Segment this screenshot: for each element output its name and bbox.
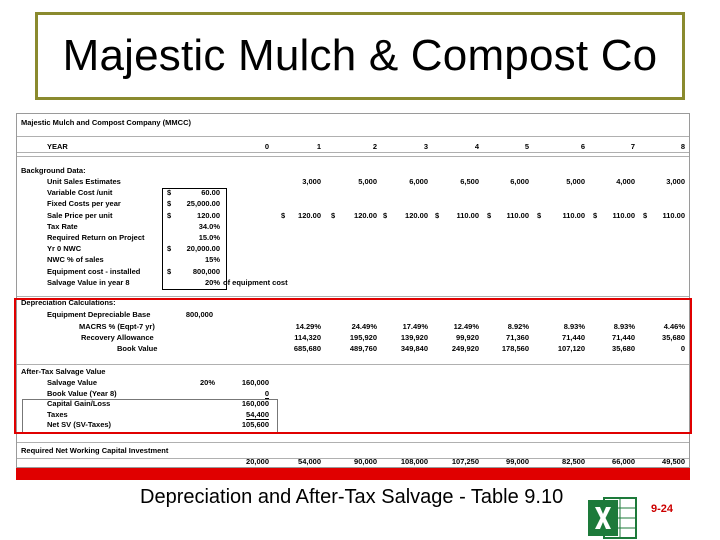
sheet-gridline xyxy=(17,296,689,297)
sale-price-dollar: $ xyxy=(331,210,336,220)
title-box xyxy=(35,12,685,100)
bg-row-label: Required Return on Project xyxy=(47,233,145,242)
bg-row-dollar: $ xyxy=(167,188,172,198)
dep-base-value: 800,000 xyxy=(185,310,213,319)
book-value: 0 xyxy=(680,344,685,353)
unit-sales-value: 6,000 xyxy=(409,177,428,186)
year-label: YEAR xyxy=(47,142,68,151)
year-header: 1 xyxy=(316,142,321,151)
sale-price-dollar: $ xyxy=(593,210,598,220)
recovery-value: 35,680 xyxy=(662,333,685,342)
bg-row-dollar: $ xyxy=(167,266,172,276)
nwc-value: 82,500 xyxy=(562,457,585,466)
recovery-value: 139,920 xyxy=(400,333,428,342)
ats-row-label: Salvage Value xyxy=(47,378,98,387)
recovery-value: 71,360 xyxy=(506,333,529,342)
macrs-value: 24.49% xyxy=(351,322,377,331)
unit-sales-value: 4,000 xyxy=(616,177,635,186)
bg-row-dollar: $ xyxy=(167,199,172,209)
nwc-value: 66,000 xyxy=(612,457,635,466)
sale-price-dollar: $ xyxy=(643,210,648,220)
recovery-value: 99,920 xyxy=(456,333,479,342)
ats-label: After-Tax Salvage Value xyxy=(21,367,106,376)
sheet-gridline xyxy=(17,152,689,153)
company-name: Majestic Mulch and Compost Company (MMCC) xyxy=(21,118,192,127)
bg-row-value: 120.00 xyxy=(197,210,220,220)
year-header: 5 xyxy=(524,142,529,151)
sale-price-value: 120.00 xyxy=(405,210,428,220)
book-value: 35,680 xyxy=(612,344,635,353)
ats-row-label: Taxes xyxy=(47,409,68,419)
bg-row-label: Fixed Costs per year xyxy=(47,199,121,209)
sheet-gridline xyxy=(17,156,689,157)
book-value: 349,840 xyxy=(400,344,428,353)
book-value: 249,920 xyxy=(451,344,479,353)
bg-row-value: 60.00 xyxy=(201,188,220,198)
ats-row-label: Book Value (Year 8) xyxy=(47,388,117,398)
bg-row-dollar: $ xyxy=(167,244,172,254)
year-header: 8 xyxy=(680,142,685,151)
ats-row-label: Net SV (SV-Taxes) xyxy=(47,420,112,429)
nwc-value: 54,000 xyxy=(298,457,321,466)
slide-title: Majestic Mulch & Compost Co xyxy=(62,31,658,80)
nwc-value: 90,000 xyxy=(354,457,377,466)
bg-row-value: 20% xyxy=(204,277,220,287)
bg-row-dollar: $ xyxy=(167,210,172,220)
bg-row-label: Yr 0 NWC xyxy=(47,244,82,254)
bg-row-label: Variable Cost /unit xyxy=(47,188,113,198)
bg-row-value: 20,000.00 xyxy=(186,244,220,254)
bg-label: Background Data: xyxy=(21,166,86,175)
ats-row-value: 160,000 xyxy=(241,378,269,387)
bg-row-value: 800,000 xyxy=(192,266,220,276)
nwc-label: Required Net Working Capital Investment xyxy=(21,446,169,455)
nwc-value: 49,500 xyxy=(662,457,685,466)
ats-row-label: Capital Gain/Loss xyxy=(47,399,111,408)
sale-price-dollar: $ xyxy=(383,210,388,220)
ats-row-value: 0 xyxy=(264,388,269,398)
bg-row-label: Tax Rate xyxy=(47,221,78,231)
year-header: 4 xyxy=(474,142,479,151)
macrs-value: 4.46% xyxy=(663,322,685,331)
recovery-value: 71,440 xyxy=(562,333,585,342)
unit-sales-value: 5,000 xyxy=(566,177,585,186)
recovery-label: Recovery Allowance xyxy=(81,333,154,342)
sale-price-value: 110.00 xyxy=(456,210,479,220)
sale-price-value: 110.00 xyxy=(662,210,685,220)
book-value: 685,680 xyxy=(293,344,321,353)
sale-price-value: 110.00 xyxy=(506,210,529,220)
macrs-label: MACRS % (Eqpt-7 yr) xyxy=(79,322,155,331)
macrs-value: 14.29% xyxy=(295,322,321,331)
bg-row-label: Salvage Value in year 8 xyxy=(47,277,130,287)
nwc-value: 99,000 xyxy=(506,457,529,466)
macrs-value: 8.93% xyxy=(563,322,585,331)
bg-row-label: Sale Price per unit xyxy=(47,210,113,220)
unit-sales-value: 3,000 xyxy=(302,177,321,186)
unit-sales-value: 6,000 xyxy=(510,177,529,186)
year-header: 2 xyxy=(372,142,377,151)
book-value: 489,760 xyxy=(349,344,377,353)
year-header: 6 xyxy=(580,142,585,151)
salvage-note: of equipment cost xyxy=(223,277,288,287)
unit-sales-value: 3,000 xyxy=(666,177,685,186)
book-value: 107,120 xyxy=(557,344,585,353)
highlight-frame xyxy=(14,298,692,434)
bg-row-value: 15% xyxy=(204,255,220,265)
slide-caption: Depreciation and After-Tax Salvage - Table 9.10 xyxy=(140,486,564,508)
recovery-value: 195,920 xyxy=(349,333,377,342)
dep-base-label: Equipment Depreciable Base xyxy=(47,310,151,319)
book-value: 178,560 xyxy=(501,344,529,353)
sheet-gridline xyxy=(17,458,689,459)
sale-price-dollar: $ xyxy=(281,210,286,220)
ats-row-value: 105,600 xyxy=(241,420,269,429)
highlight-bar xyxy=(16,468,690,480)
input-box xyxy=(162,188,227,290)
bg-row-value: 15.0% xyxy=(198,233,220,242)
sale-price-value: 120.00 xyxy=(298,210,321,220)
macrs-value: 17.49% xyxy=(402,322,428,331)
ats-row-value: 160,000 xyxy=(241,399,269,408)
unit-sales-value: 6,500 xyxy=(460,177,479,186)
sale-price-dollar: $ xyxy=(487,210,492,220)
bg-row-label: NWC % of sales xyxy=(47,255,104,265)
sale-price-value: 110.00 xyxy=(562,210,585,220)
nwc-value: 108,000 xyxy=(400,457,428,466)
book-label: Book Value xyxy=(117,344,158,353)
recovery-value: 71,440 xyxy=(612,333,635,342)
sale-price-dollar: $ xyxy=(435,210,440,220)
sheet-gridline xyxy=(17,442,689,443)
year-header: 0 xyxy=(264,142,269,151)
recovery-value: 114,320 xyxy=(294,333,321,342)
year-header: 3 xyxy=(423,142,428,151)
page-number: 9-24 xyxy=(651,503,674,515)
bg-row-value: 34.0% xyxy=(198,221,220,231)
macrs-value: 12.49% xyxy=(453,322,479,331)
sale-price-value: 120.00 xyxy=(354,210,377,220)
sale-price-value: 110.00 xyxy=(612,210,635,220)
macrs-value: 8.93% xyxy=(613,322,635,331)
sheet-gridline xyxy=(17,136,689,137)
ats-row-value: 54,400 xyxy=(246,409,269,419)
excel-icon[interactable] xyxy=(586,496,638,540)
nwc-value: 107,250 xyxy=(451,457,479,466)
bg-row-value: 25,000.00 xyxy=(186,199,220,209)
sale-price-dollar: $ xyxy=(537,210,542,220)
bg-row-label: Unit Sales Estimates xyxy=(47,177,121,186)
ats-row-pct: 20% xyxy=(199,378,215,387)
nwc-value: 20,000 xyxy=(246,457,269,466)
dep-label: Depreciation Calculations: xyxy=(21,298,116,307)
unit-sales-value: 5,000 xyxy=(358,177,377,186)
bg-row-label: Equipment cost - installed xyxy=(47,266,141,276)
year-header: 7 xyxy=(630,142,635,151)
macrs-value: 8.92% xyxy=(507,322,529,331)
